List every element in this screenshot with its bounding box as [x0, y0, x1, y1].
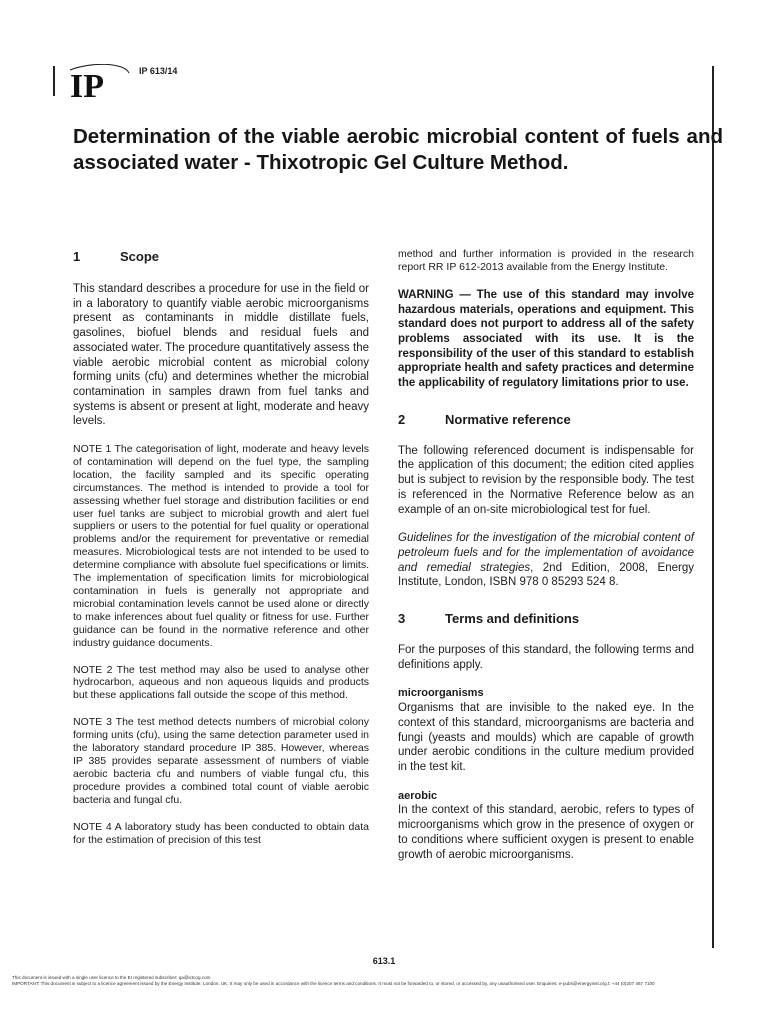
definition	[398, 686, 694, 774]
section-heading-scope: 1 Scope	[73, 249, 160, 264]
term-definition: In the context of this standard, aerobic, refers to types of microorganisms which grow in the presence of oxygen or to conditions where sufficient oxygen is present to enable growth of aerobic microorganisms.	[398, 804, 694, 861]
scope-paragraph: This standard describes a procedure for use in the field or in a laboratory to quantify viable aerobic microorganisms present as contaminants in middle distillate fuels, gasolines, biofuel blends and residual fuels and associated water. The procedure quantitatively assess the viable aerobic microbial content as microbial colony forming units (cfu) and determines whether the microbial contamination in samples drawn from fuel tanks and systems is absent or present at light, moderate and heavy levels.	[73, 283, 369, 428]
footer-line: This document is issued with a single user licence to the EI registered subscriber: qa@ictcog.com	[12, 975, 211, 980]
document-code: IP 613/14	[139, 66, 178, 76]
section-heading-normative: 2 Normative reference	[398, 411, 571, 427]
page-title: Determination of the viable aerobic microbial content of fuels and associated water - Thixotropic Gel Culture Method.	[73, 125, 723, 174]
column-rule	[712, 66, 714, 948]
ip-logo	[66, 64, 132, 100]
definition	[398, 789, 694, 863]
note-4: NOTE 4 A laboratory study has been conducted to obtain data for the estimation of precision of this test	[73, 820, 369, 846]
term-definition: Organisms that are invisible to the naked eye. In the context of this standard, microorganisms are bacteria and fungi (yeasts and moulds) which are capable of growth under aerobic conditions in the culture medium provided in the test kit.	[398, 702, 694, 773]
left-column	[73, 248, 369, 846]
reference-details: , 2nd Edition, 2008, Energy Institute, London, ISBN 978 0 85293 524 8.	[398, 561, 694, 589]
warning-paragraph: WARNING — The use of this standard may involve hazardous materials, operations and equipment. This standard does not purport to address all of the safety problems associated with its use. It is the responsibility of the user of this standard to establish appropriate health and safety practices and determine the applicability of regulatory limitations prior to use.	[398, 288, 694, 390]
page-number: 613.1	[372, 956, 396, 966]
note-2: NOTE 2 The test method may also be used to analyse other hydrocarbon, aqueous and non aqueous liquids and products but these applications fall outside the scope of this method.	[73, 663, 369, 702]
terms-intro: For the purposes of this standard, the following terms and definitions apply.	[398, 644, 694, 671]
note-1: NOTE 1 The categorisation of light, moderate and heavy levels of contamination will depend on the fuel type, the sampling location, the facility sampled and its specific operating circumstances. The method is intended to provide a tool for assessing whether fuel storage and distribution facilities or end user fuel tanks are subject to microbial growth and alert fuel suppliers or users to the potential for fuel quality or operational problems and/or the requirement for preventative or remedial measures. Microbiological tests are not intended to be used to determine compliance with absolute fuel specifications or limits. The implementation of specification limits for microbiological contamination in fuels is generally not appropriate and microbial contamination levels cannot be used alone or directly to make inferences about fuel quality or fitness for use. Further guidance can be found in the normative reference and other industry guidance documents.	[73, 443, 369, 649]
left-margin-rule	[53, 66, 55, 96]
reference-title: Guidelines for the investigation of the microbial content of petroleum fuels and for the implementation of avoidance and remedial strategies	[398, 532, 694, 574]
normative-reference	[398, 531, 694, 590]
note-3: NOTE 3 The test method detects numbers of microbial colony forming units (cfu), using the same detection parameter used in the laboratory standard procedure IP 385. However, whereas IP 385 provides separate assessment of numbers of viable aerobic bacteria cfu and numbers of viable fungal cfu, this procedure provides a combined total count of viable aerobic bacteria and fungal cfu.	[73, 716, 369, 806]
term-heading: microorganisms	[398, 687, 484, 700]
term-heading: aerobic	[398, 789, 438, 802]
right-column	[398, 248, 694, 862]
svg-text:IP: IP	[70, 68, 104, 100]
footer-line: IMPORTANT: This document is subject to a licence agreement issued by the Energy Institute, London, UK. It may only be used in accordance with the licence terms and conditions. It must not be forwarded to, or stored, or accessed by, any unauthorised user. Enquiries: e-pubs@energyinst.org.t: +44 (0)207 467 7100	[12, 981, 655, 986]
section-heading-terms: 3 Terms and definitions	[398, 611, 580, 627]
note-4-continued: method and further information is provided in the research report RR IP 612-2013 available from the Energy Institute.	[398, 248, 694, 273]
licence-footer	[12, 975, 762, 987]
normative-paragraph: The following referenced document is indispensable for the application of this document; the edition cited applies but is subject to revision by the responsible body. The test is referenced in the Normative Reference below as an example of an on-site microbiological test for fuel.	[398, 444, 694, 516]
